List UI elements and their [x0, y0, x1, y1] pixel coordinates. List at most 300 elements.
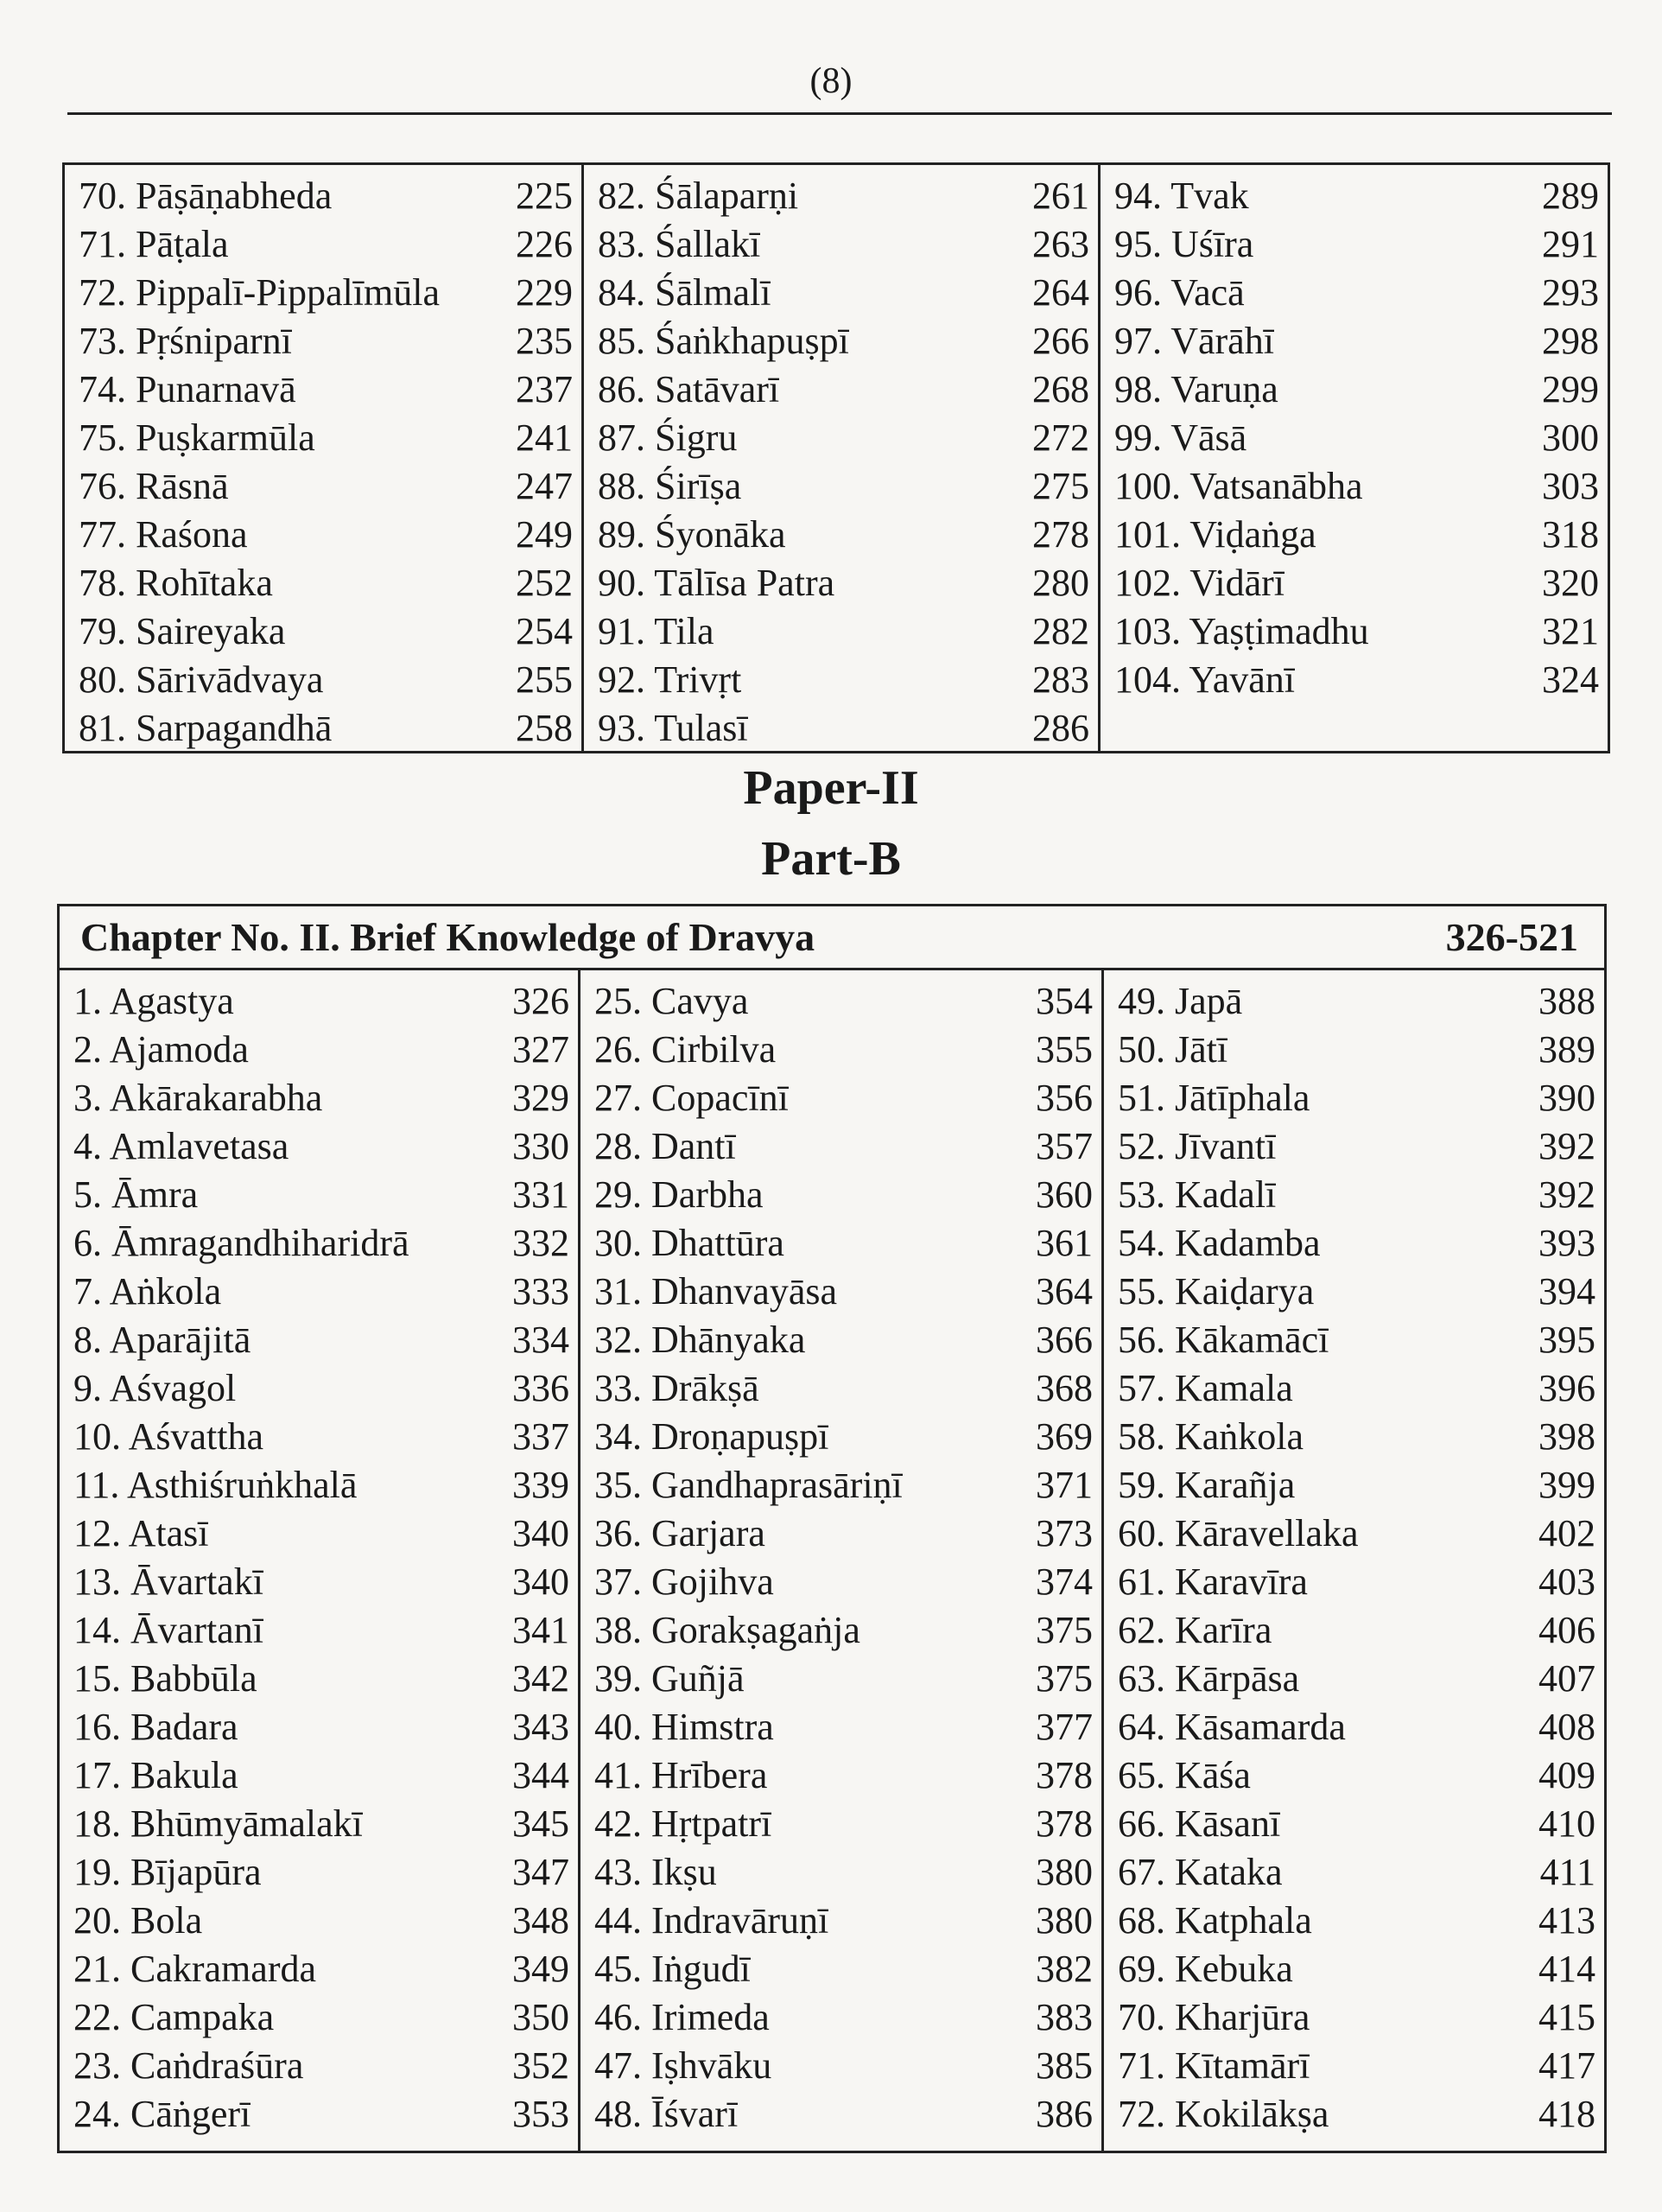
index-entry	[1101, 269, 1608, 317]
index-entry	[584, 511, 1098, 559]
index-entry	[60, 1945, 578, 1993]
entry-page-number: 249	[516, 513, 573, 556]
index-entry	[1104, 1945, 1604, 1993]
entry-name: 93. Tulasī	[598, 707, 748, 749]
entry-name: 87. Śigru	[598, 416, 738, 459]
entry-name: 66. Kāsanī	[1118, 1802, 1281, 1845]
index-entry	[60, 1751, 578, 1800]
index-entry	[580, 1945, 1101, 1993]
entry-name: 103. Yaṣṭimadhu	[1114, 610, 1369, 652]
entry-name: 49. Japā	[1118, 980, 1243, 1022]
entry-name: 16. Badara	[73, 1706, 238, 1748]
entry-name: 33. Drākṣā	[594, 1367, 759, 1409]
entry-name: 12. Atasī	[73, 1512, 209, 1554]
entry-page-number: 355	[1036, 1028, 1093, 1071]
index-entry	[60, 2042, 578, 2090]
entry-name: 18. Bhūmyāmalakī	[73, 1802, 363, 1845]
entry-name: 77. Raśona	[79, 513, 248, 556]
entry-page-number: 360	[1036, 1173, 1093, 1216]
entry-name: 92. Trivṛt	[598, 658, 742, 701]
entry-page-number: 390	[1538, 1077, 1595, 1119]
index-entry	[580, 1993, 1101, 2042]
entry-page-number: 324	[1542, 658, 1599, 701]
entry-page-number: 247	[516, 465, 573, 507]
entry-page-number: 289	[1542, 175, 1599, 217]
index-entry	[60, 1171, 578, 1219]
index-entry	[1101, 607, 1608, 656]
entry-page-number: 408	[1538, 1706, 1595, 1748]
entry-page-number: 326	[512, 980, 569, 1022]
header-rule	[67, 112, 1612, 115]
entry-name: 86. Satāvarī	[598, 368, 780, 410]
index-entry	[1104, 1461, 1604, 1510]
entry-name: 70. Kharjūra	[1118, 1996, 1310, 2038]
entry-name: 62. Karīra	[1118, 1609, 1272, 1651]
index-entry	[1104, 1848, 1604, 1897]
entry-page-number: 252	[516, 562, 573, 604]
entry-name: 32. Dhānyaka	[594, 1319, 806, 1361]
index-entry	[1104, 1510, 1604, 1558]
index-entry	[65, 414, 581, 462]
index-entry	[1104, 1558, 1604, 1606]
entry-page-number: 329	[512, 1077, 569, 1119]
index-entry	[1104, 1316, 1604, 1364]
entry-name: 60. Kāravellaka	[1118, 1512, 1359, 1554]
index-entry	[1104, 1751, 1604, 1800]
chapter-title: Chapter No. II. Brief Knowledge of Dravya	[80, 915, 815, 959]
index-entry	[580, 1510, 1101, 1558]
entry-name: 50. Jātī	[1118, 1028, 1228, 1071]
index-entry	[1104, 1655, 1604, 1703]
part-heading: Part-B	[761, 832, 901, 886]
entry-name: 22. Campaka	[73, 1996, 275, 2038]
index-entry	[60, 1316, 578, 1364]
entry-page-number: 343	[512, 1706, 569, 1748]
index-entry	[60, 1364, 578, 1413]
index-entry	[60, 1703, 578, 1751]
entry-page-number: 357	[1036, 1125, 1093, 1167]
entry-name: 30. Dhattūra	[594, 1222, 784, 1264]
index-entry	[60, 1219, 578, 1268]
index-entry	[1101, 656, 1608, 704]
entry-page-number: 298	[1542, 320, 1599, 362]
entry-name: 91. Tila	[598, 610, 714, 652]
entry-page-number: 235	[516, 320, 573, 362]
entry-page-number: 364	[1036, 1270, 1093, 1313]
index-entry	[60, 1655, 578, 1703]
entry-name: 97. Vārāhī	[1114, 320, 1274, 362]
entry-name: 1. Agastya	[73, 980, 234, 1022]
page-number: (8)	[809, 61, 853, 101]
entry-page-number: 356	[1036, 1077, 1093, 1119]
entry-name: 63. Kārpāsa	[1118, 1657, 1300, 1700]
entry-name: 48. Īśvarī	[594, 2093, 739, 2135]
entry-name: 70. Pāṣāṇabheda	[79, 175, 333, 217]
entry-name: 8. Aparājitā	[73, 1319, 251, 1361]
index-entry	[1101, 220, 1608, 269]
entry-name: 81. Sarpagandhā	[79, 707, 333, 749]
entry-name: 65. Kāśa	[1118, 1754, 1251, 1796]
index-entry	[60, 977, 578, 1026]
entry-name: 57. Kamala	[1118, 1367, 1293, 1409]
entry-name: 17. Bakula	[73, 1754, 238, 1796]
index-entry	[60, 1993, 578, 2042]
index-entry	[1101, 559, 1608, 607]
index-entry	[1101, 462, 1608, 511]
entry-page-number: 413	[1538, 1899, 1595, 1942]
entry-name: 46. Irimeda	[594, 1996, 770, 2038]
entry-name: 89. Śyonāka	[598, 513, 786, 556]
entry-page-number: 264	[1032, 271, 1089, 314]
entry-name: 47. Iṣhvāku	[594, 2044, 772, 2087]
table-column	[581, 165, 1098, 751]
index-entry	[65, 317, 581, 365]
entry-page-number: 278	[1032, 513, 1089, 556]
entry-page-number: 388	[1538, 980, 1595, 1022]
entry-name: 76. Rāsnā	[79, 465, 229, 507]
entry-name: 68. Katphala	[1118, 1899, 1312, 1942]
entry-page-number: 347	[512, 1851, 569, 1893]
entry-name: 83. Śallakī	[598, 223, 761, 265]
entry-page-number: 327	[512, 1028, 569, 1071]
table-column	[60, 970, 578, 2151]
index-entry	[584, 559, 1098, 607]
index-entry	[580, 1751, 1101, 1800]
entry-name: 74. Punarnavā	[79, 368, 296, 410]
index-entry	[580, 1897, 1101, 1945]
entry-name: 2. Ajamoda	[73, 1028, 249, 1071]
entry-name: 102. Vidārī	[1114, 562, 1285, 604]
entry-name: 72. Kokilākṣa	[1118, 2093, 1329, 2135]
index-entry	[65, 656, 581, 704]
index-table-part-a	[62, 162, 1610, 753]
entry-page-number: 344	[512, 1754, 569, 1796]
entry-name: 82. Śālaparṇi	[598, 175, 799, 217]
paper-heading: Paper-II	[743, 761, 919, 815]
index-entry	[1104, 1268, 1604, 1316]
entry-page-number: 411	[1539, 1851, 1595, 1893]
index-entry	[1104, 1171, 1604, 1219]
index-entry	[1104, 1993, 1604, 2042]
entry-name: 14. Āvartanī	[73, 1609, 263, 1651]
index-entry	[65, 269, 581, 317]
entry-page-number: 303	[1542, 465, 1599, 507]
entry-name: 84. Śālmalī	[598, 271, 771, 314]
index-entry	[580, 977, 1101, 1026]
entry-name: 24. Cāṅgerī	[73, 2093, 251, 2135]
entry-name: 36. Garjara	[594, 1512, 765, 1554]
index-entry	[580, 1171, 1101, 1219]
entry-page-number: 334	[512, 1319, 569, 1361]
index-entry	[60, 1606, 578, 1655]
entry-name: 41. Hrībera	[594, 1754, 768, 1796]
index-entry	[1104, 977, 1604, 1026]
index-entry	[584, 414, 1098, 462]
entry-page-number: 393	[1538, 1222, 1595, 1264]
index-entry	[580, 1800, 1101, 1848]
index-entry	[1104, 1413, 1604, 1461]
entry-page-number: 254	[516, 610, 573, 652]
entry-name: 29. Darbha	[594, 1173, 764, 1216]
index-entry	[1101, 172, 1608, 220]
entry-name: 80. Sārivādvaya	[79, 658, 324, 701]
entry-name: 101. Viḍaṅga	[1114, 513, 1316, 556]
index-entry	[584, 704, 1098, 753]
entry-name: 54. Kadamba	[1118, 1222, 1321, 1264]
entry-page-number: 226	[516, 223, 573, 265]
table-column	[65, 165, 581, 751]
entry-page-number: 378	[1036, 1802, 1093, 1845]
table-column	[578, 970, 1101, 2151]
entry-name: 96. Vacā	[1114, 271, 1245, 314]
entry-page-number: 340	[512, 1512, 569, 1554]
index-entry	[1101, 511, 1608, 559]
index-entry	[584, 172, 1098, 220]
entry-page-number: 320	[1542, 562, 1599, 604]
index-entry	[580, 1074, 1101, 1122]
entry-name: 98. Varuṇa	[1114, 368, 1278, 410]
entry-page-number: 374	[1036, 1560, 1093, 1603]
entry-name: 42. Hṛtpatrī	[594, 1802, 772, 1845]
index-entry	[60, 1122, 578, 1171]
index-entry	[584, 365, 1098, 414]
index-entry	[60, 1461, 578, 1510]
entry-page-number: 337	[512, 1415, 569, 1458]
entry-page-number: 300	[1542, 416, 1599, 459]
table-columns	[65, 165, 1608, 751]
entry-page-number: 375	[1036, 1609, 1093, 1651]
entry-page-number: 342	[512, 1657, 569, 1700]
index-entry	[1104, 1364, 1604, 1413]
entry-name: 11. Asthiśruṅkhalā	[73, 1464, 358, 1506]
entry-page-number: 366	[1036, 1319, 1093, 1361]
index-entry	[580, 2042, 1101, 2090]
entry-page-number: 396	[1538, 1367, 1595, 1409]
entry-page-number: 380	[1036, 1851, 1093, 1893]
chapter-header	[60, 906, 1604, 970]
entry-page-number: 380	[1036, 1899, 1093, 1942]
entry-page-number: 409	[1538, 1754, 1595, 1796]
index-entry	[60, 1897, 578, 1945]
entry-name: 61. Karavīra	[1118, 1560, 1308, 1603]
entry-page-number: 268	[1032, 368, 1089, 410]
entry-page-number: 332	[512, 1222, 569, 1264]
index-entry	[60, 1558, 578, 1606]
entry-page-number: 318	[1542, 513, 1599, 556]
index-entry	[584, 317, 1098, 365]
entry-page-number: 280	[1032, 562, 1089, 604]
entry-name: 40. Himstra	[594, 1706, 774, 1748]
entry-page-number: 386	[1036, 2093, 1093, 2135]
index-entry	[65, 365, 581, 414]
entry-page-number: 340	[512, 1560, 569, 1603]
entry-page-number: 371	[1036, 1464, 1093, 1506]
index-entry	[65, 511, 581, 559]
entry-name: 71. Pāṭala	[79, 223, 229, 265]
index-entry	[584, 220, 1098, 269]
entry-page-number: 258	[516, 707, 573, 749]
entry-page-number: 382	[1036, 1948, 1093, 1990]
entry-name: 67. Kataka	[1118, 1851, 1283, 1893]
index-entry	[1104, 1026, 1604, 1074]
entry-page-number: 339	[512, 1464, 569, 1506]
entry-page-number: 225	[516, 175, 573, 217]
entry-name: 95. Uśīra	[1114, 223, 1254, 265]
entry-name: 9. Aśvagol	[73, 1367, 237, 1409]
entry-page-number: 373	[1036, 1512, 1093, 1554]
index-entry	[60, 1026, 578, 1074]
entry-page-number: 389	[1538, 1028, 1595, 1071]
entry-name: 35. Gandhaprasāriṇī	[594, 1464, 903, 1506]
index-entry	[580, 1122, 1101, 1171]
entry-name: 78. Rohītaka	[79, 562, 273, 604]
entry-page-number: 255	[516, 658, 573, 701]
entry-page-number: 341	[512, 1609, 569, 1651]
entry-page-number: 368	[1036, 1367, 1093, 1409]
entry-page-number: 237	[516, 368, 573, 410]
entry-page-number: 299	[1542, 368, 1599, 410]
entry-page-number: 395	[1538, 1319, 1595, 1361]
entry-page-number: 414	[1538, 1948, 1595, 1990]
index-entry	[1104, 1219, 1604, 1268]
entry-name: 45. Iṅgudī	[594, 1948, 751, 1990]
chapter-page-range: 326-521	[1445, 915, 1578, 959]
entry-page-number: 407	[1538, 1657, 1595, 1700]
entry-name: 4. Amlavetasa	[73, 1125, 289, 1167]
entry-page-number: 403	[1538, 1560, 1595, 1603]
entry-page-number: 406	[1538, 1609, 1595, 1651]
entry-name: 90. Tālīsa Patra	[598, 562, 835, 604]
entry-name: 59. Karañja	[1118, 1464, 1296, 1506]
entry-name: 15. Babbūla	[73, 1657, 257, 1700]
entry-page-number: 331	[512, 1173, 569, 1216]
entry-page-number: 369	[1036, 1415, 1093, 1458]
index-entry	[580, 1461, 1101, 1510]
index-entry	[60, 1800, 578, 1848]
entry-name: 85. Śaṅkhapuṣpī	[598, 320, 849, 362]
entry-page-number: 349	[512, 1948, 569, 1990]
entry-page-number: 321	[1542, 610, 1599, 652]
entry-page-number: 418	[1538, 2093, 1595, 2135]
index-entry	[580, 1026, 1101, 1074]
index-entry	[580, 1364, 1101, 1413]
index-entry	[580, 1413, 1101, 1461]
entry-page-number: 282	[1032, 610, 1089, 652]
entry-page-number: 348	[512, 1899, 569, 1942]
entry-name: 25. Cavya	[594, 980, 749, 1022]
index-entry	[65, 462, 581, 511]
entry-name: 20. Bola	[73, 1899, 203, 1942]
entry-page-number: 383	[1036, 1996, 1093, 2038]
index-entry	[584, 607, 1098, 656]
index-entry	[1101, 317, 1608, 365]
entry-name: 73. Pṛśniparnī	[79, 320, 292, 362]
entry-name: 94. Tvak	[1114, 175, 1249, 217]
entry-name: 6. Āmragandhiharidrā	[73, 1222, 409, 1264]
entry-page-number: 394	[1538, 1270, 1595, 1313]
entry-page-number: 263	[1032, 223, 1089, 265]
index-entry	[580, 1703, 1101, 1751]
index-entry	[580, 1606, 1101, 1655]
entry-page-number: 272	[1032, 416, 1089, 459]
entry-page-number: 354	[1036, 980, 1093, 1022]
entry-name: 10. Aśvattha	[73, 1415, 263, 1458]
entry-name: 55. Kaiḍarya	[1118, 1270, 1315, 1313]
entry-name: 28. Dantī	[594, 1125, 736, 1167]
entry-page-number: 352	[512, 2044, 569, 2087]
table-column	[1101, 970, 1604, 2151]
entry-name: 56. Kākamācī	[1118, 1319, 1329, 1361]
entry-page-number: 399	[1538, 1464, 1595, 1506]
table-columns	[60, 970, 1604, 2151]
index-entry	[60, 1848, 578, 1897]
entry-page-number: 385	[1036, 2044, 1093, 2087]
entry-page-number: 266	[1032, 320, 1089, 362]
entry-name: 104. Yavānī	[1114, 658, 1296, 701]
index-entry	[1101, 365, 1608, 414]
index-entry	[580, 2090, 1101, 2139]
entry-name: 23. Caṅdraśūra	[73, 2044, 304, 2087]
entry-page-number: 353	[512, 2093, 569, 2135]
entry-page-number: 336	[512, 1367, 569, 1409]
index-entry	[1104, 2042, 1604, 2090]
entry-name: 31. Dhanvayāsa	[594, 1270, 838, 1313]
entry-name: 99. Vāsā	[1114, 416, 1247, 459]
table-column	[1098, 165, 1608, 751]
index-entry	[1104, 1897, 1604, 1945]
entry-page-number: 229	[516, 271, 573, 314]
index-entry	[65, 559, 581, 607]
entry-name: 64. Kāsamarda	[1118, 1706, 1346, 1748]
entry-page-number: 283	[1032, 658, 1089, 701]
entry-name: 72. Pippalī-Pippalīmūla	[79, 271, 440, 314]
entry-name: 39. Guñjā	[594, 1657, 745, 1700]
entry-name: 53. Kadalī	[1118, 1173, 1277, 1216]
index-entry	[60, 1268, 578, 1316]
entry-page-number: 345	[512, 1802, 569, 1845]
entry-page-number: 261	[1032, 175, 1089, 217]
index-entry	[1104, 1703, 1604, 1751]
entry-page-number: 378	[1036, 1754, 1093, 1796]
entry-page-number: 361	[1036, 1222, 1093, 1264]
index-entry	[584, 462, 1098, 511]
entry-name: 19. Bījapūra	[73, 1851, 262, 1893]
index-entry	[1104, 2090, 1604, 2139]
entry-name: 13. Āvartakī	[73, 1560, 263, 1603]
entry-page-number: 293	[1542, 271, 1599, 314]
entry-name: 51. Jātīphala	[1118, 1077, 1310, 1119]
entry-page-number: 241	[516, 416, 573, 459]
entry-page-number: 333	[512, 1270, 569, 1313]
index-entry	[580, 1558, 1101, 1606]
entry-name: 58. Kaṅkola	[1118, 1415, 1304, 1458]
index-entry	[1101, 414, 1608, 462]
entry-page-number: 417	[1538, 2044, 1595, 2087]
entry-name: 37. Gojihva	[594, 1560, 774, 1603]
entry-name: 79. Saireyaka	[79, 610, 286, 652]
index-entry	[65, 220, 581, 269]
entry-page-number: 392	[1538, 1173, 1595, 1216]
index-entry	[1104, 1800, 1604, 1848]
entry-name: 5. Āmra	[73, 1173, 199, 1216]
entry-page-number: 415	[1538, 1996, 1595, 2038]
entry-name: 44. Indravāruṇī	[594, 1899, 829, 1942]
entry-name: 52. Jīvantī	[1118, 1125, 1277, 1167]
entry-page-number: 291	[1542, 223, 1599, 265]
index-entry	[1104, 1122, 1604, 1171]
index-entry	[60, 2090, 578, 2139]
entry-name: 88. Śirīṣa	[598, 465, 742, 507]
